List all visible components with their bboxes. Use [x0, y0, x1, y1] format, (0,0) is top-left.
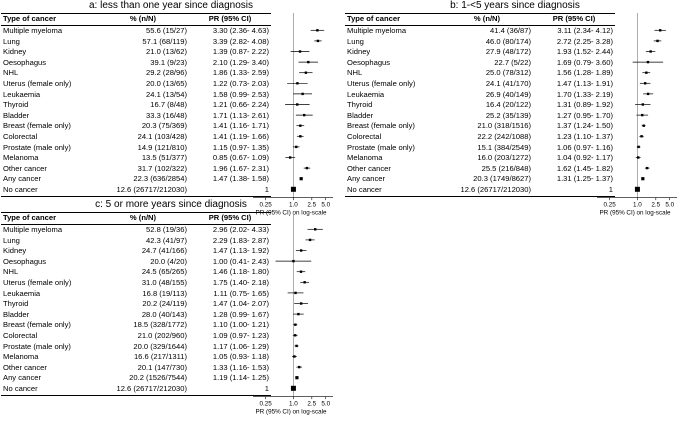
- cancer-type-cell: Leukaemia: [3, 288, 41, 298]
- pr-cell: 1.31 (1.25- 1.37): [556, 174, 613, 184]
- point-estimate: [649, 50, 651, 52]
- point-estimate: [299, 135, 301, 137]
- pr-cell: 1.47 (1.38- 1.58): [212, 174, 269, 184]
- point-estimate: [295, 146, 297, 148]
- percent-cell: 13.5 (51/377): [141, 153, 187, 163]
- point-estimate: [644, 82, 646, 84]
- point-estimate: [299, 125, 301, 127]
- column-header: % (n/N): [441, 14, 533, 26]
- point-estimate: [640, 135, 642, 137]
- point-estimate: [300, 271, 302, 273]
- percent-cell: 25.5 (216/848): [481, 163, 531, 173]
- percent-cell: 24.7 (41/166): [141, 246, 187, 256]
- x-tick-label: 5.0: [321, 400, 331, 408]
- pr-cell: 1.39 (0.87- 2.22): [212, 47, 269, 57]
- percent-cell: 28.0 (40/143): [141, 309, 187, 319]
- forest-plot: [1, 199, 341, 422]
- cancer-type-cell: Prostate (male only): [3, 142, 71, 152]
- percent-cell: 21.0 (202/960): [137, 330, 187, 340]
- column-header: % (n/N): [97, 213, 189, 225]
- cancer-type-cell: Multiple myeloma: [3, 225, 63, 234]
- percent-cell: 42.3 (41/97): [146, 235, 187, 245]
- column-header: Type of cancer: [1, 213, 97, 225]
- cancer-type-cell: Leukaemia: [3, 89, 41, 99]
- cancer-type-cell: No cancer: [1, 384, 97, 395]
- cancer-type-cell: Prostate (male only): [3, 341, 71, 351]
- point-estimate: [656, 40, 658, 42]
- x-tick-label: 2.5: [307, 201, 317, 209]
- column-header: Type of cancer: [345, 14, 441, 26]
- pr-cell: 1.75 (1.40- 2.18): [212, 277, 269, 287]
- point-estimate: [294, 292, 296, 294]
- point-estimate: [291, 386, 296, 391]
- pr-cell: 1.37 (1.24- 1.50): [556, 121, 613, 131]
- point-estimate: [297, 313, 299, 315]
- point-estimate: [641, 114, 643, 116]
- point-estimate: [646, 167, 648, 169]
- percent-cell: 39.1 (9/23): [150, 57, 187, 67]
- panel-title: b: 1-<5 years since diagnosis: [450, 0, 580, 11]
- x-tick-label: 0.25: [259, 201, 272, 209]
- pr-cell: 3.30 (2.36- 4.63): [212, 26, 269, 35]
- cancer-type-cell: Any cancer: [3, 174, 41, 184]
- percent-cell: 31.0 (48/155): [141, 277, 187, 287]
- point-estimate: [659, 29, 661, 31]
- panel-c: [1, 199, 341, 416]
- column-header: PR (95% CI): [189, 213, 271, 225]
- cancer-type-cell: NHL: [347, 68, 363, 78]
- pr-cell: 1.47 (1.13- 1.92): [212, 246, 269, 256]
- pr-cell: 1.47 (1.04- 2.07): [212, 299, 269, 309]
- percent-cell: 12.6 (26717/212030): [97, 384, 189, 395]
- pr-cell: 1.00 (0.41- 2.43): [212, 256, 269, 266]
- percent-cell: 16.7 (8/48): [150, 100, 187, 110]
- cancer-type-cell: Breast (female only): [3, 121, 71, 131]
- column-header: PR (95% CI): [189, 14, 271, 26]
- point-estimate: [314, 228, 316, 230]
- point-estimate: [301, 93, 303, 95]
- cancer-type-cell: NHL: [3, 267, 19, 277]
- point-estimate: [300, 177, 303, 180]
- pr-cell: 1.05 (0.93- 1.18): [212, 352, 269, 362]
- point-estimate: [641, 177, 644, 180]
- pr-cell: 1.17 (1.06- 1.29): [212, 341, 269, 351]
- cancer-type-cell: Oesophagus: [3, 256, 47, 266]
- point-estimate: [317, 40, 319, 42]
- pr-cell: 1.69 (0.79- 3.60): [556, 57, 613, 67]
- percent-cell: 22.3 (636/2854): [133, 174, 187, 184]
- percent-cell: 25.0 (78/312): [485, 68, 531, 78]
- cancer-type-cell: Melanoma: [347, 153, 383, 163]
- pr-cell: 1.96 (1.67- 2.31): [212, 163, 269, 173]
- percent-cell: 20.2 (1526/7544): [129, 373, 187, 383]
- cancer-type-cell: Thyroid: [3, 299, 29, 309]
- pr-cell: 3.39 (2.82- 4.08): [212, 36, 269, 46]
- percent-cell: 26.9 (40/149): [485, 89, 531, 99]
- pr-cell: 1.62 (1.45- 1.82): [556, 163, 613, 173]
- cancer-type-cell: NHL: [3, 68, 19, 78]
- cancer-type-cell: Thyroid: [3, 100, 29, 110]
- x-tick-label: 1.0: [633, 201, 642, 209]
- cancer-type-cell: Bladder: [3, 309, 30, 319]
- cancer-type-cell: Prostate (male only): [347, 142, 415, 152]
- x-axis-label: PR (95% CI) on log-scale: [255, 209, 327, 217]
- cancer-type-cell: Colorectal: [3, 131, 38, 141]
- point-estimate: [295, 376, 298, 379]
- panel-title: a: less than one year since diagnosis: [89, 0, 253, 11]
- percent-cell: 16.4 (20/122): [485, 100, 531, 110]
- pr-cell: 0.85 (0.67- 1.09): [212, 153, 269, 163]
- cancer-type-cell: Any cancer: [347, 174, 385, 184]
- pr-cell: 1: [533, 185, 615, 196]
- pr-cell: 1: [189, 185, 271, 196]
- x-tick-label: 5.0: [321, 201, 331, 209]
- pr-cell: 2.10 (1.29- 3.40): [212, 57, 269, 67]
- x-tick-label: 1.0: [289, 201, 298, 209]
- percent-cell: 22.7 (5/22): [494, 57, 531, 67]
- forest-plot: [1, 0, 341, 223]
- cancer-type-cell: Kidney: [347, 47, 371, 57]
- cancer-type-cell: Other cancer: [3, 362, 47, 372]
- cancer-type-cell: Uterus (female only): [3, 277, 72, 287]
- point-estimate: [316, 29, 318, 31]
- percent-cell: 20.3 (75/369): [141, 121, 187, 131]
- pr-cell: 1.41 (1.16- 1.71): [212, 121, 269, 131]
- cancer-type-cell: Colorectal: [347, 131, 382, 141]
- point-estimate: [305, 72, 307, 74]
- x-axis-label: PR (95% CI) on log-scale: [255, 408, 327, 416]
- percent-cell: 20.2 (24/119): [142, 299, 187, 309]
- point-estimate: [294, 334, 296, 336]
- pr-cell: 1.93 (1.52- 2.44): [556, 47, 613, 57]
- pr-cell: 1.22 (0.73- 2.03): [212, 78, 269, 88]
- percent-cell: 20.0 (329/1644): [133, 341, 187, 351]
- pr-cell: 1.41 (1.19- 1.66): [212, 131, 269, 141]
- point-estimate: [298, 366, 300, 368]
- percent-cell: 21.0 (318/1516): [477, 121, 531, 131]
- pr-cell: 1.09 (0.97- 1.23): [212, 330, 269, 340]
- point-estimate: [645, 72, 647, 74]
- pr-cell: 1.19 (1.14- 1.25): [212, 373, 269, 383]
- percent-cell: 24.1 (13/54): [146, 89, 187, 99]
- pr-cell: 1.04 (0.92- 1.17): [556, 153, 613, 163]
- pr-cell: 1.23 (1.10- 1.37): [556, 131, 613, 141]
- pr-cell: 1.11 (0.75- 1.65): [213, 288, 269, 298]
- pr-cell: 1.15 (0.97- 1.35): [212, 142, 269, 152]
- pr-cell: 1.10 (1.00- 1.21): [212, 320, 269, 330]
- cancer-type-cell: Bladder: [3, 110, 30, 120]
- percent-cell: 20.0 (4/20): [150, 256, 187, 266]
- pr-cell: 1: [189, 384, 271, 395]
- percent-cell: 20.3 (1749/8627): [473, 174, 531, 184]
- percent-cell: 46.0 (80/174): [485, 36, 531, 46]
- pr-cell: 1.21 (0.66- 2.24): [212, 100, 269, 110]
- percent-cell: 31.7 (102/322): [137, 163, 187, 173]
- forest-plot: [345, 0, 685, 223]
- cancer-type-cell: Melanoma: [3, 153, 39, 163]
- percent-cell: 33.3 (16/48): [146, 110, 187, 120]
- cancer-type-cell: Kidney: [3, 246, 27, 256]
- pr-cell: 1.86 (1.33- 2.59): [212, 68, 269, 78]
- cancer-type-cell: Uterus (female only): [3, 78, 72, 88]
- panel-b: [345, 0, 685, 217]
- percent-cell: 55.6 (15/27): [146, 26, 187, 35]
- percent-cell: 18.5 (328/1772): [133, 320, 187, 330]
- cancer-type-cell: Multiple myeloma: [347, 26, 407, 35]
- point-estimate: [637, 146, 639, 148]
- cancer-type-cell: Oesophagus: [347, 57, 391, 67]
- pr-cell: 1.06 (0.97- 1.16): [556, 142, 613, 152]
- cancer-type-cell: No cancer: [345, 185, 441, 196]
- x-axis-label: PR (95% CI) on log-scale: [599, 209, 671, 217]
- pr-cell: 3.11 (2.34- 4.12): [557, 26, 613, 35]
- percent-cell: 41.4 (36/87): [490, 26, 531, 35]
- percent-cell: 24.1 (103/428): [137, 131, 187, 141]
- percent-cell: 22.2 (242/1088): [477, 131, 531, 141]
- pr-cell: 1.56 (1.28- 1.89): [556, 68, 613, 78]
- cancer-type-cell: Any cancer: [3, 373, 41, 383]
- point-estimate: [292, 260, 294, 262]
- point-estimate: [293, 355, 295, 357]
- point-estimate: [300, 302, 302, 304]
- pr-cell: 1.47 (1.13- 1.91): [556, 78, 613, 88]
- cancer-type-cell: Bladder: [347, 110, 374, 120]
- percent-cell: 21.0 (13/62): [146, 47, 187, 57]
- point-estimate: [296, 82, 298, 84]
- cancer-type-cell: Leukaemia: [347, 89, 385, 99]
- percent-cell: 24.1 (41/170): [485, 78, 531, 88]
- cancer-type-cell: Lung: [3, 36, 20, 46]
- cancer-type-cell: Other cancer: [347, 163, 391, 173]
- percent-cell: 27.9 (48/172): [485, 47, 531, 57]
- point-estimate: [296, 103, 298, 105]
- column-header: Type of cancer: [1, 14, 97, 26]
- point-estimate: [291, 187, 296, 192]
- percent-cell: 16.0 (203/1272): [477, 153, 531, 163]
- percent-cell: 20.1 (147/730): [137, 362, 187, 372]
- percent-cell: 20.0 (13/65): [146, 78, 187, 88]
- point-estimate: [643, 125, 645, 127]
- percent-cell: 29.2 (28/96): [146, 68, 187, 78]
- pr-cell: 2.96 (2.02- 4.33): [212, 225, 269, 234]
- x-tick-label: 2.5: [307, 400, 317, 408]
- pr-cell: 1.70 (1.33- 2.19): [556, 89, 613, 99]
- pr-cell: 1.27 (0.95- 1.70): [556, 110, 613, 120]
- point-estimate: [642, 103, 644, 105]
- cancer-type-cell: Other cancer: [3, 163, 47, 173]
- pr-cell: 2.29 (1.83- 2.87): [212, 235, 269, 245]
- pr-cell: 1.71 (1.13- 2.61): [212, 110, 269, 120]
- pr-cell: 2.72 (2.25- 3.28): [556, 36, 613, 46]
- percent-cell: 57.1 (68/119): [142, 36, 187, 46]
- point-estimate: [294, 324, 296, 326]
- percent-cell: 24.5 (65/265): [141, 267, 187, 277]
- pr-cell: 1.58 (0.99- 2.53): [212, 89, 269, 99]
- percent-cell: 16.8 (19/113): [142, 288, 187, 298]
- cancer-type-cell: Lung: [347, 36, 364, 46]
- point-estimate: [300, 249, 302, 251]
- cancer-type-cell: Multiple myeloma: [3, 26, 63, 35]
- point-estimate: [303, 114, 305, 116]
- point-estimate: [637, 156, 639, 158]
- cancer-type-cell: Breast (female only): [347, 121, 415, 131]
- point-estimate: [289, 156, 291, 158]
- point-estimate: [647, 61, 649, 63]
- percent-cell: 52.8 (19/36): [146, 225, 187, 234]
- point-estimate: [299, 50, 301, 52]
- pr-cell: 1.33 (1.16- 1.53): [212, 362, 269, 372]
- panel-title: c: 5 or more years since diagnosis: [95, 199, 247, 210]
- point-estimate: [635, 187, 640, 192]
- x-tick-label: 0.25: [603, 201, 616, 209]
- percent-cell: 16.6 (217/1311): [133, 352, 187, 362]
- percent-cell: 12.6 (26717/212030): [97, 185, 189, 196]
- point-estimate: [307, 61, 309, 63]
- x-tick-label: 1.0: [289, 400, 298, 408]
- percent-cell: 14.9 (121/810): [137, 142, 187, 152]
- percent-cell: 15.1 (384/2549): [477, 142, 531, 152]
- percent-cell: 25.2 (35/139): [485, 110, 531, 120]
- point-estimate: [303, 281, 305, 283]
- pr-cell: 1.28 (0.99- 1.67): [212, 309, 269, 319]
- point-estimate: [295, 345, 297, 347]
- x-tick-label: 0.25: [259, 400, 272, 408]
- cancer-type-cell: No cancer: [1, 185, 97, 196]
- cancer-type-cell: Kidney: [3, 47, 27, 57]
- cancer-type-cell: Breast (female only): [3, 320, 71, 330]
- cancer-type-cell: Thyroid: [347, 100, 373, 110]
- x-tick-label: 2.5: [651, 201, 661, 209]
- column-header: PR (95% CI): [533, 14, 615, 26]
- point-estimate: [647, 93, 649, 95]
- cancer-type-cell: Uterus (female only): [347, 78, 416, 88]
- cancer-type-cell: Colorectal: [3, 330, 38, 340]
- percent-cell: 12.6 (26717/212030): [441, 185, 533, 196]
- pr-cell: 1.46 (1.18- 1.80): [212, 267, 269, 277]
- x-tick-label: 5.0: [665, 201, 675, 209]
- pr-cell: 1.31 (0.89- 1.92): [556, 100, 613, 110]
- point-estimate: [309, 239, 311, 241]
- cancer-type-cell: Melanoma: [3, 352, 39, 362]
- column-header: % (n/N): [97, 14, 189, 26]
- cancer-type-cell: Oesophagus: [3, 57, 47, 67]
- cancer-type-cell: Lung: [3, 235, 20, 245]
- point-estimate: [306, 167, 308, 169]
